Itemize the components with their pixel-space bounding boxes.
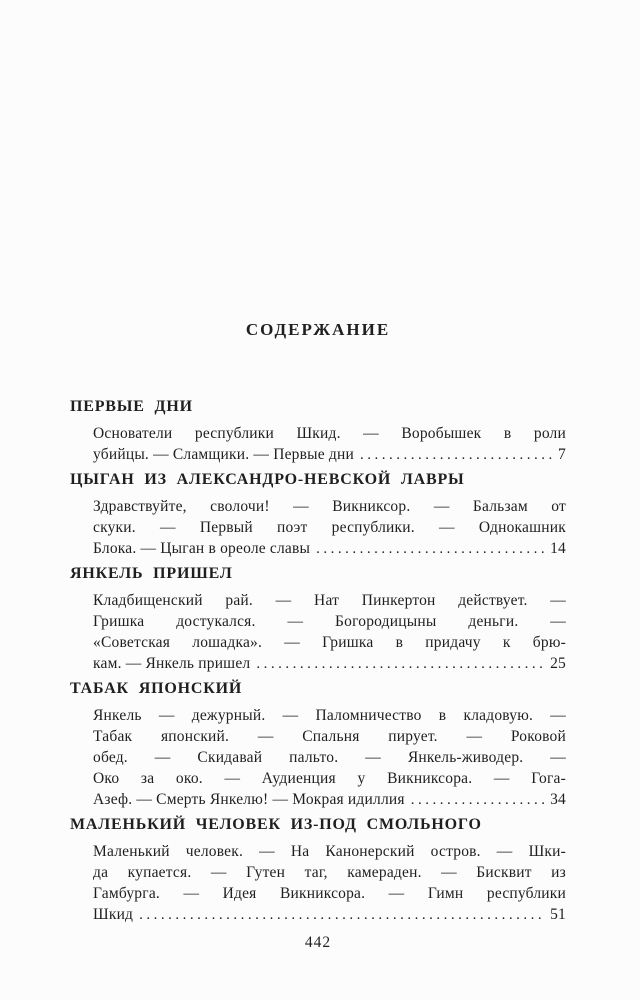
body-last-line [93,653,566,675]
dot-leader [360,444,553,466]
body-line: Гамбурга. — Идея Викниксора. — Гимн республики [93,885,566,902]
body-line: обед. — Скидавай пальто. — Янкель-живодер. — [93,749,566,766]
body-line: Янкель — дежурный. — Паломничество в кладовую. — [93,707,566,724]
section-heading: МАЛЕНЬКИЙ ЧЕЛОВЕК ИЗ-ПОД СМОЛЬНОГО [70,816,482,833]
dot-leader [411,789,545,811]
body-line: Маленький человек. — На Канонерский остров. — Шки- [93,843,566,860]
toc-section-yankel-prishel [70,564,566,675]
dot-leader [316,538,545,560]
toc-section-malenkiy-chelovek [70,815,566,926]
section-body [93,496,566,560]
section-body [93,423,566,466]
body-line: скуки. — Первый поэт республики. — Однокашник [93,519,566,536]
body-line: Гришка достукался. — Богородицыны деньги. — [93,613,566,630]
section-body [93,841,566,926]
body-line: Табак японский. — Спальня пирует. — Роковой [93,728,566,745]
body-line: Азеф. — Смерть Янкелю! — Мокрая идиллия [93,791,405,808]
toc-section-tsygan [70,470,566,560]
page-ref: 7 [558,446,566,463]
body-line: да купается. — Гутен таг, камераден. — Бисквит из [93,864,566,881]
body-line: Здравствуйте, сволочи! — Викниксор. — Бальзам от [93,498,566,515]
body-line: «Советская лошадка». — Гришка в придачу к брю- [93,634,566,651]
body-line: Око за око. — Аудиенция у Викниксора. — Гога- [93,770,566,787]
page-ref: 51 [550,906,566,923]
body-last-line [93,444,566,466]
dot-leader [256,653,545,675]
section-body [93,705,566,811]
body-last-line [93,904,566,926]
section-heading: ЯНКЕЛЬ ПРИШЕЛ [70,565,233,582]
toc-section-tabak-yaponskiy [70,679,566,811]
page-ref: 25 [550,655,566,672]
body-line: Основатели республики Шкид. — Воробышек в роли [93,425,566,442]
body-line: кам. — Янкель пришел [93,655,251,672]
section-heading: ПЕРВЫЕ ДНИ [70,398,193,415]
dot-leader [139,904,545,926]
contents-title: СОДЕРЖАНИЕ [245,320,391,339]
toc-section-pervye-dni [70,397,566,466]
body-last-line [93,789,566,811]
body-line: Шкид [93,906,134,923]
section-body [93,590,566,675]
body-line: Кладбищенский рай. — Нат Пинкертон действует. — [93,592,566,609]
folio-page-number: 442 [304,934,332,951]
page-ref: 34 [550,791,566,808]
section-heading: ТАБАК ЯПОНСКИЙ [70,680,243,697]
body-line: убийцы. — Сламщики. — Первые дни [93,446,354,463]
body-last-line [93,538,566,560]
page-ref: 14 [550,540,566,557]
section-heading: ЦЫГАН ИЗ АЛЕКСАНДРО-НЕВСКОЙ ЛАВРЫ [70,471,465,488]
body-line: Блока. — Цыган в ореоле славы [93,540,311,557]
